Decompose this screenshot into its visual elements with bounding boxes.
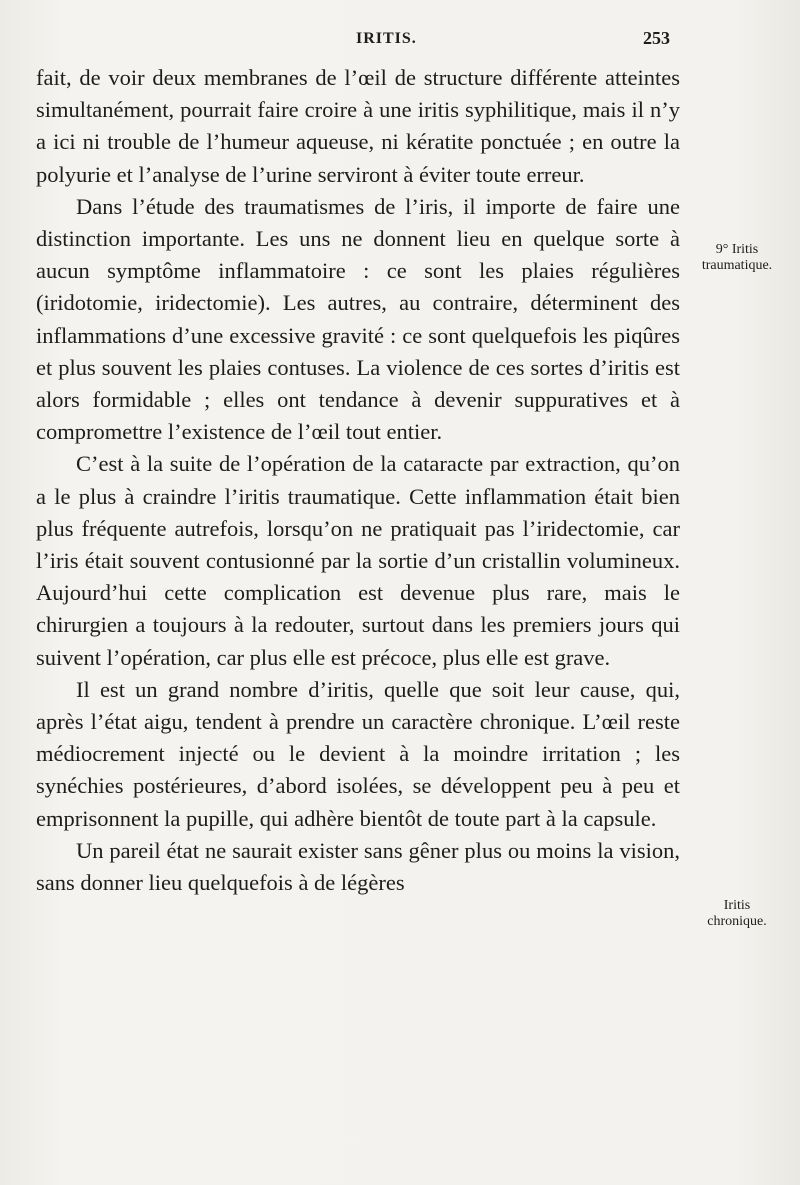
margin-note-traumatic-iritis: 9° Iritis traumatique.: [701, 242, 773, 273]
body-text: [36, 62, 680, 899]
paragraph-2: Dans l’étude des traumatismes de l’iris, il importe de faire une distinction importante. Les uns ne donnent lieu en quelque sorte à aucun symptôme inflammatoire : ce sont les plaies régulières (iridotomie, iridectomie). Les autres, au contraire, déterminent des inflammations d’une excessive gravité : ce sont quelquefois les piqûres et plus souvent les plaies contuses. La violence de ces sortes d’iritis est alors formidable ; elles ont tendance à devenir suppuratives et à compromettre l’existence de l’œil tout entier.: [36, 193, 680, 445]
running-head: IRITIS.: [356, 30, 417, 47]
page-header: [36, 26, 676, 52]
paragraph-1: fait, de voir deux membranes de l’œil de structure différente atteintes simultanément, pourrait faire croire à une iritis syphilitique, mais il n’y a ici ni trouble de l’humeur aqueuse, ni kératite ponctuée ; en outre la polyurie et l’analyse de l’urine serviront à éviter toute erreur.: [36, 65, 680, 187]
paragraph-4: Il est un grand nombre d’iritis, quelle que soit leur cause, qui, après l’état aigu, tendent à prendre un caractère chronique. L’œil reste médiocrement injecté ou le devient à la moindre irritation ; les synéchies postérieures, d’abord isolées, se développent peu à peu et emprisonnent la pupille, qui adhère bientôt de toute part à la capsule.: [36, 676, 680, 831]
paragraph-5: Un pareil état ne saurait exister sans gêner plus ou moins la vision, sans donner lieu quelquefois à de légères: [36, 837, 680, 896]
paragraph-3: C’est à la suite de l’opération de la cataracte par extraction, qu’on a le plus à craindre l’iritis traumatique. Cette inflammation était bien plus fréquente autrefois, lorsqu’on ne pratiquait pas l’iridectomie, car l’iris était souvent contusionné par la sortie d’un cristallin volumineux. Aujourd’hui cette complication est devenue plus rare, mais le chirurgien a toujours à la redouter, surtout dans les premiers jours qui suivent l’opération, car plus elle est précoce, plus elle est grave.: [36, 451, 680, 670]
page-number: 253: [643, 28, 670, 48]
margin-note-chronic-iritis: Iritis chronique.: [707, 898, 767, 929]
